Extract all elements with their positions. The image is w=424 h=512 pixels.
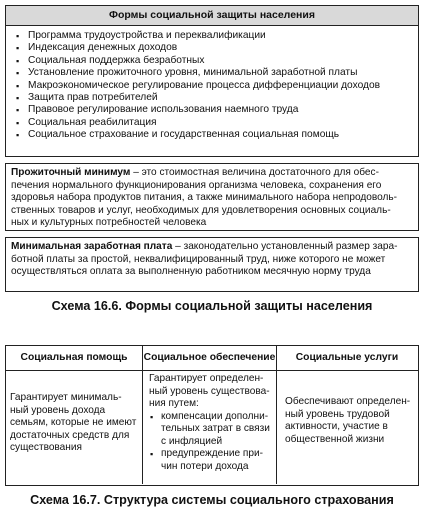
square-bullet-icon: ▪ xyxy=(16,130,20,141)
table-header-row xyxy=(6,346,418,371)
forms-title: Формы социальной защиты населения xyxy=(6,6,418,26)
list-item: ▪ Программа трудоустройства и переквалификации xyxy=(16,30,266,41)
list-item: ▪ Социальная реабилитация xyxy=(16,116,157,128)
list-item: ▪ Социальное страхование и государственная социальная помощь xyxy=(16,129,340,141)
list-item: ▪ Защита прав потребителей xyxy=(16,92,158,104)
list-item: ▪ Макроэкономическое регулирование процесса дифференциации доходов xyxy=(16,79,381,91)
social-assistance-cell: Гарантирует минималь- ный уровень дохода семьям, которые не имеют достаточных средств для существования xyxy=(6,371,143,484)
definition-line: печения нормального функционирования организма человека, сохранения его xyxy=(11,179,382,191)
scheme-16-7-caption: Схема 16.7. Структура системы социального страхования xyxy=(30,493,394,507)
square-bullet-icon: ▪ xyxy=(150,449,154,459)
subsistence-definition-box xyxy=(5,163,419,231)
list-item: ▪ Правовое регулирование использования наемного труда xyxy=(16,104,299,116)
table-row xyxy=(6,371,418,484)
social-security-cell: Гарантирует определен- ный уровень существова- ния путем: ▪ компенсации дополни- тельных затрат в связи с инфляцией ▪ предупреждение при- чин потери дохода xyxy=(143,371,277,484)
square-bullet-icon: ▪ xyxy=(16,43,20,54)
social-insurance-table xyxy=(5,345,419,486)
min-wage-definition-box xyxy=(5,237,419,292)
definition-line: здоровья набора продуктов питания, а также минимального набора непродоволь- xyxy=(11,192,397,203)
header-social-security: Социальное обеспечение xyxy=(143,346,277,370)
definition-line: ственных товаров и услуг, необходимых для удовлетворения основных социаль- xyxy=(11,204,391,216)
definition-line: ботной платы за простой, неквалифицированный труд, ниже которого не может xyxy=(11,253,386,265)
list-item: ▪ Индексация денежных доходов xyxy=(16,42,178,54)
square-bullet-icon: ▪ xyxy=(16,105,20,116)
square-bullet-icon: ▪ xyxy=(150,411,154,422)
social-services-cell: Обеспечивают определен- ный уровень трудовой активности, участие в общественной жизни xyxy=(285,396,411,445)
header-social-assistance: Социальная помощь xyxy=(6,346,143,370)
definition-line: Прожиточный минимум – это стоимостная величина достаточного для обес- xyxy=(11,167,379,178)
list-item: ▪ Социальная поддержка безработных xyxy=(16,54,205,66)
square-bullet-icon: ▪ xyxy=(16,80,20,91)
square-bullet-icon: ▪ xyxy=(16,55,20,66)
definition-line: ных и культурных потребностей человека xyxy=(11,217,207,228)
forms-box xyxy=(5,5,419,157)
square-bullet-icon: ▪ xyxy=(16,93,20,104)
forms-list xyxy=(6,26,418,142)
min-wage-term: Минимальная заработная плата xyxy=(11,241,173,252)
square-bullet-icon: ▪ xyxy=(16,117,20,128)
subsistence-term: Прожиточный минимум xyxy=(11,167,131,178)
scheme-16-6-caption: Схема 16.6. Формы социальной защиты населения xyxy=(51,299,373,313)
list-item: ▪ Установление прожиточного уровня, минимальной заработной платы xyxy=(16,67,358,79)
list-item: ▪ предупреждение при- чин потери дохода xyxy=(150,448,263,472)
definition-line: Минимальная заработная плата – законодательно установленный размер зара- xyxy=(11,241,398,252)
definition-line: осуществляться оплата за выполненную работником месячную норму труда xyxy=(11,266,371,277)
header-social-services: Социальные услуги xyxy=(295,352,399,363)
square-bullet-icon: ▪ xyxy=(16,68,20,79)
list-item: ▪ компенсации дополни- тельных затрат в связи с инфляцией xyxy=(150,410,270,447)
square-bullet-icon: ▪ xyxy=(16,31,20,41)
